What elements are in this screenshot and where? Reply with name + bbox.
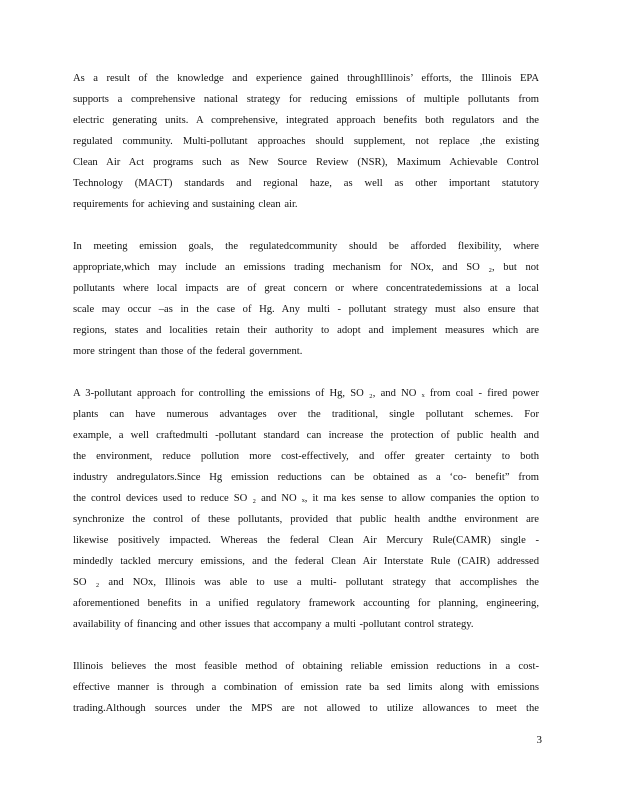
text-line: the environment, reduce pollution more cost-effectively, and offer greater certainty to both — [73, 451, 539, 462]
text-line: SO ₂ and NOx, Illinois was able to use a multi- pollutant strategy that accomplishes the — [73, 577, 539, 588]
text-line: the control devices used to reduce SO ₂ and NO ₓ, it ma kes sense to allow companies the option to — [73, 493, 539, 504]
text-line: effective manner is through a combination of emission rate ba sed limits along with emissions — [73, 682, 539, 693]
text-line: Technology (MACT) standards and regional haze, as well as other important statutory — [73, 178, 539, 189]
text-line: industry andregulators.Since Hg emission reductions can be obtained as a ‘co- benefit” from — [73, 472, 539, 483]
text-line: Illinois believes the most feasible method of obtaining reliable emission reductions in a cost- — [73, 661, 539, 672]
text-line: scale may occur –as in the case of Hg. Any multi - pollutant strategy must also ensure that — [73, 304, 539, 315]
text-line: pollutants where local impacts are of great concern or where concentratedemissions at a local — [73, 283, 539, 294]
text-line: A 3-pollutant approach for controlling the emissions of Hg, SO ₂, and NO ₓ from coal - fired power — [73, 388, 539, 399]
text-line: mindedly tackled mercury emissions, and the federal Clean Air Interstate Rule (CAIR) addressed — [73, 556, 539, 567]
text-line: example, a well craftedmulti -pollutant standard can increase the protection of public health and — [73, 430, 539, 441]
text-line: regulated community. Multi-pollutant approaches should supplement, not replace ,the existing — [73, 136, 539, 147]
text-line: In meeting emission goals, the regulatedcommunity should be afforded flexibility, where — [73, 241, 539, 252]
text-line: more stringent than those of the federal government. — [73, 346, 303, 357]
text-line: appropriate,which may include an emissions trading mechanism for NOx, and SO ₂, but not — [73, 262, 539, 273]
text-line: likewise positively impacted. Whereas the federal Clean Air Mercury Rule(CAMR) single - — [73, 535, 539, 546]
text-line: electric generating units. A comprehensive, integrated approach benefits both regulators and the — [73, 115, 539, 126]
text-line: regions, states and localities retain their authority to adopt and implement measures which are — [73, 325, 539, 336]
text-line: aforementioned benefits in a unified regulatory framework accounting for planning, engineering, — [73, 598, 539, 609]
text-line: plants can have numerous advantages over the traditional, single pollutant schemes. For — [73, 409, 539, 420]
text-line: availability of financing and other issues that accompany a multi -pollutant control strategy. — [73, 619, 474, 630]
text-line: synchronize the control of these pollutants, provided that public health andthe environment are — [73, 514, 539, 525]
text-line: Clean Air Act programs such as New Source Review (NSR), Maximum Achievable Control — [73, 157, 539, 168]
text-line: requirements for achieving and sustaining clean air. — [73, 199, 298, 210]
text-line: supports a comprehensive national strategy for reducing emissions of multiple pollutants from — [73, 94, 539, 105]
page-number: 3 — [536, 734, 542, 746]
text-line: As a result of the knowledge and experience gained throughIllinois’ efforts, the Illinois EPA — [73, 73, 539, 84]
text-line: trading.Although sources under the MPS are not allowed to utilize allowances to meet the — [73, 703, 539, 714]
